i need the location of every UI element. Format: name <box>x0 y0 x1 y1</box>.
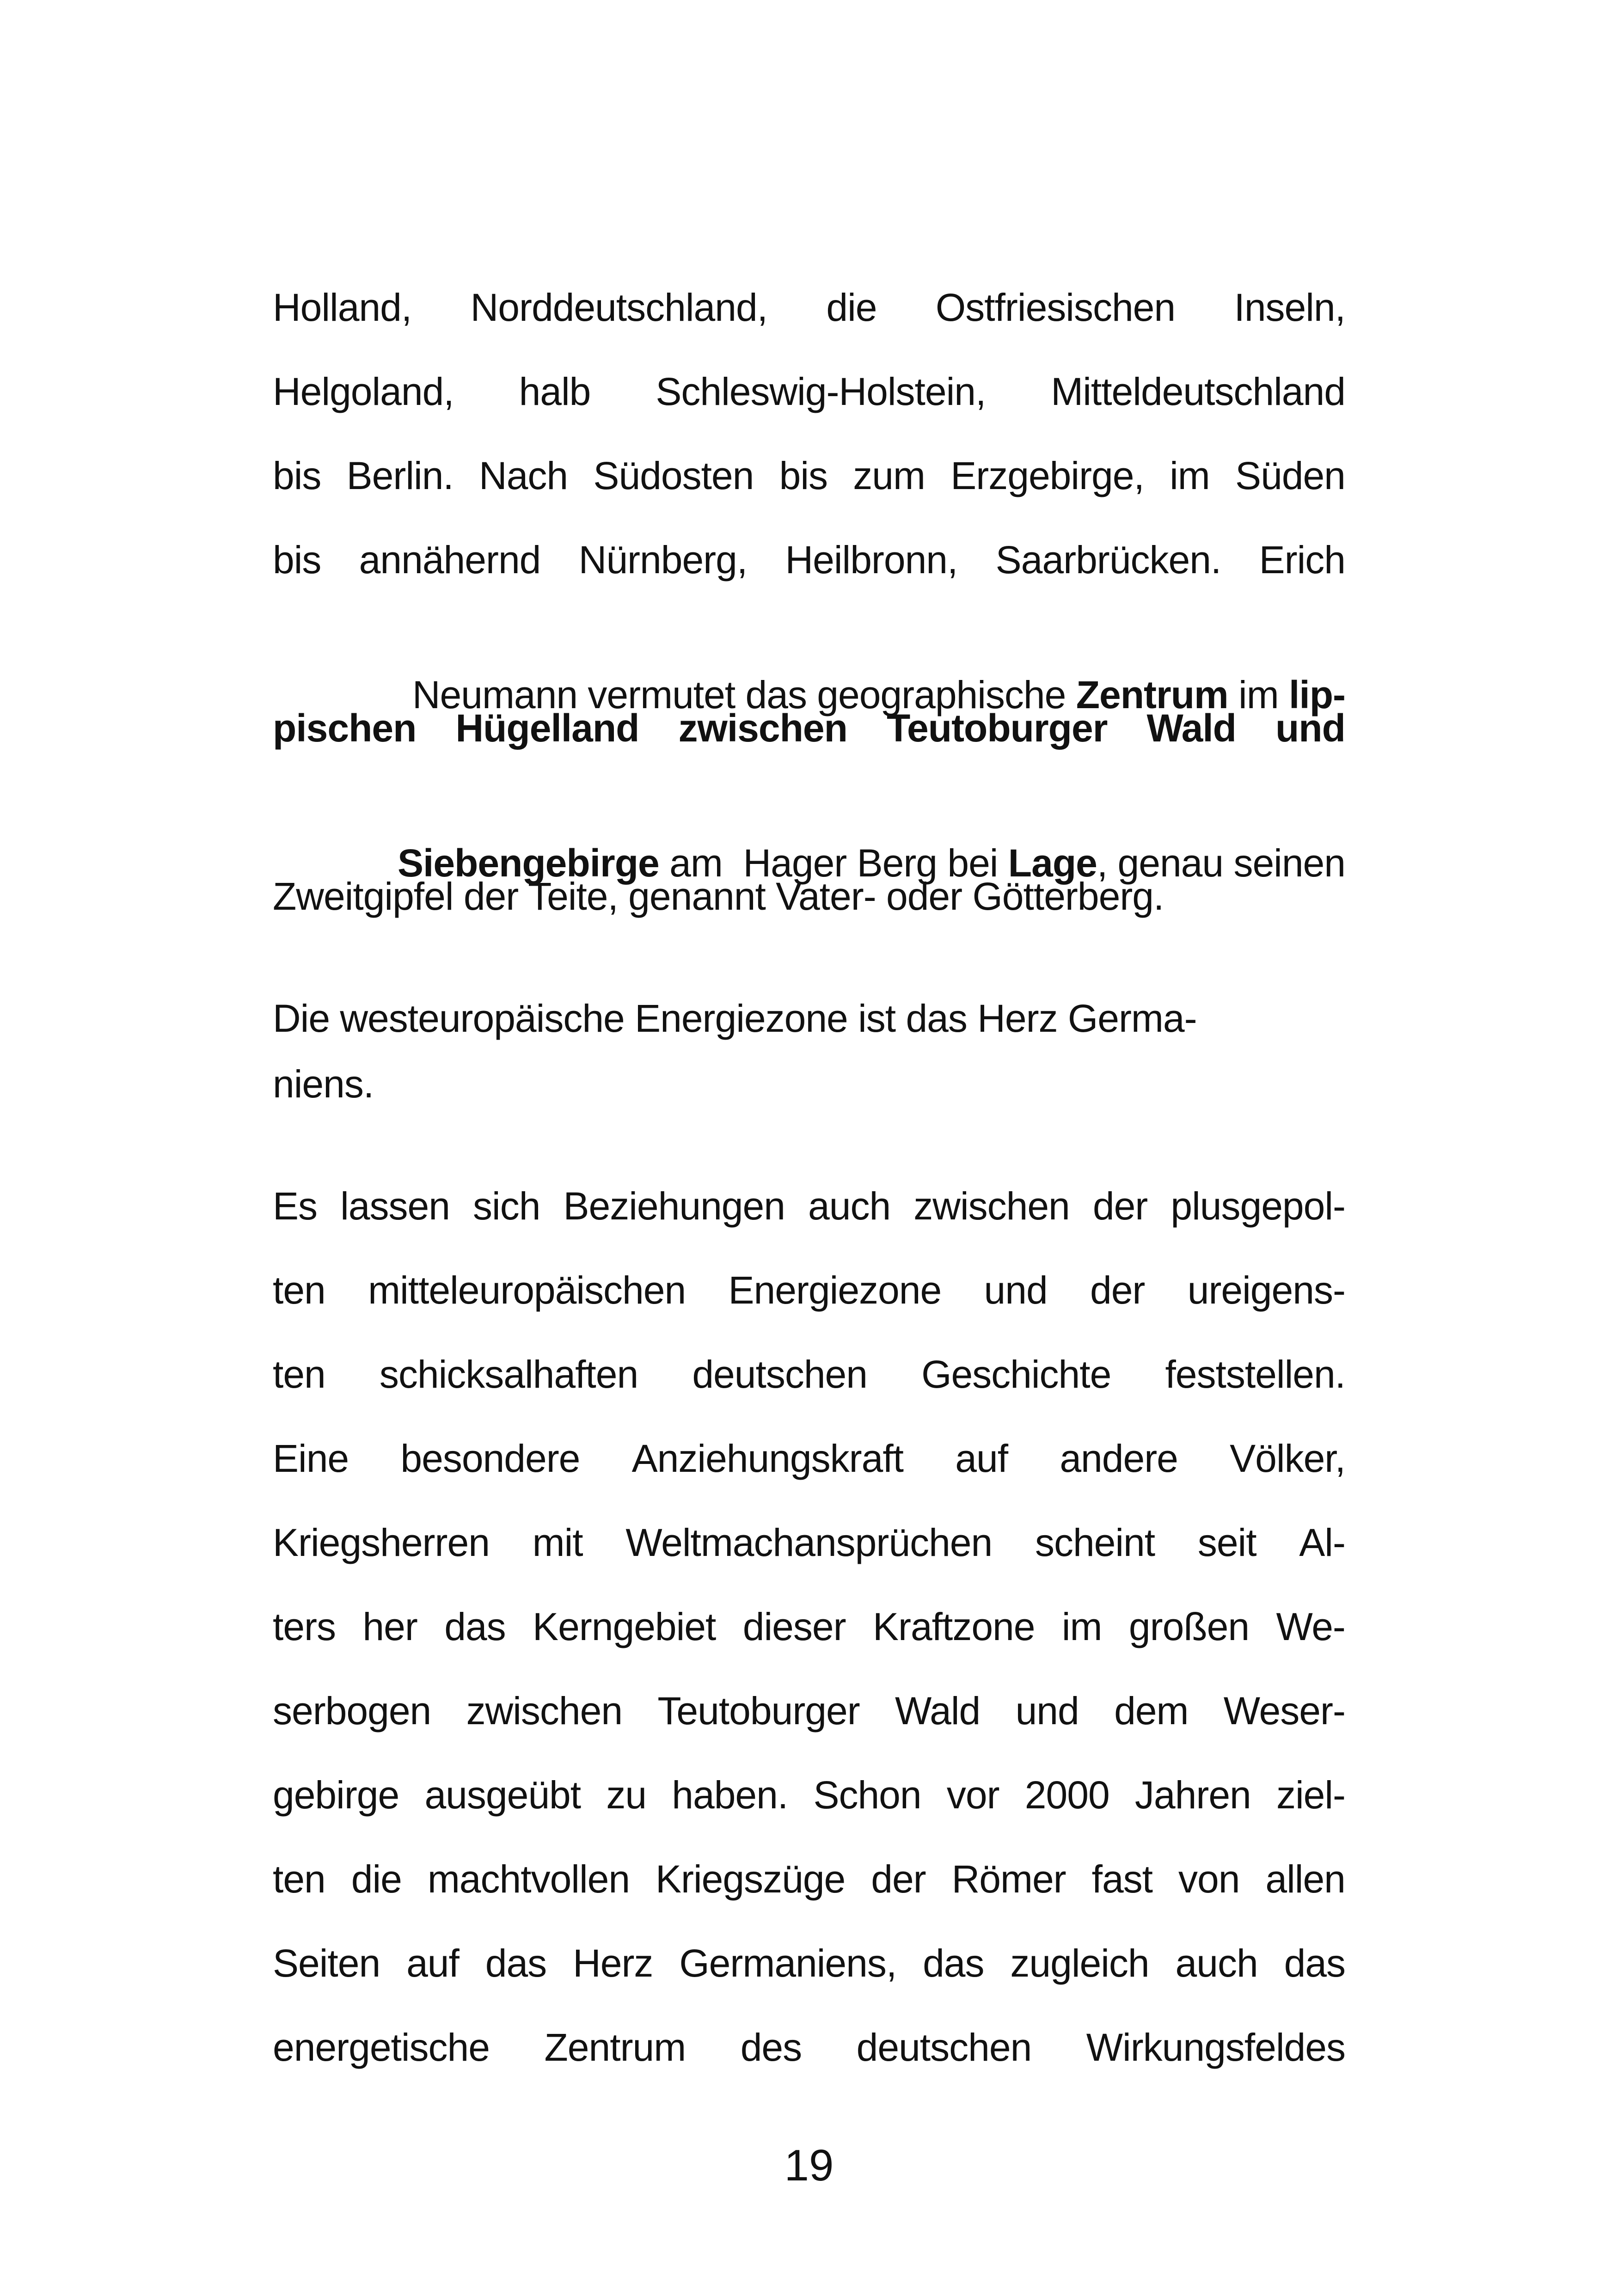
word: Teutoburger <box>886 706 1108 750</box>
text-line <box>273 1349 1345 1400</box>
word: fast <box>1091 1857 1153 1901</box>
text-line <box>273 1265 1345 1316</box>
text-line <box>273 1181 1345 1231</box>
word: zwischen <box>913 1184 1070 1228</box>
text-line <box>273 282 1345 333</box>
word: Helgoland, <box>273 370 454 413</box>
word: ten <box>273 1268 325 1312</box>
word: serbogen <box>273 1689 431 1733</box>
bold-term: lip- <box>1289 673 1345 716</box>
word: Weser- <box>1223 1689 1345 1733</box>
word: ters <box>273 1605 336 1648</box>
text-line <box>273 1601 1345 1652</box>
text-line <box>273 2022 1345 2073</box>
word: 2000 <box>1024 1773 1109 1817</box>
word: des <box>740 2026 802 2069</box>
text-line <box>273 1938 1345 1989</box>
word: Schon <box>813 1773 921 1817</box>
text-run: im <box>1228 673 1289 716</box>
word: plusgepol- <box>1171 1184 1345 1228</box>
word: Südosten <box>593 454 754 497</box>
word: andere <box>1060 1437 1178 1480</box>
word: die <box>351 1857 402 1901</box>
word: Wald <box>1146 706 1236 750</box>
word: annähernd <box>359 538 541 582</box>
word: Erzgebirge, <box>950 454 1144 497</box>
word: Beziehungen <box>563 1184 785 1228</box>
text-run: am Hager Berg bei <box>659 841 1008 885</box>
word: besondere <box>400 1437 580 1480</box>
word: von <box>1178 1857 1240 1901</box>
word: Wald <box>895 1689 981 1733</box>
word: Seiten <box>273 1941 380 1985</box>
text-line <box>273 1685 1345 1736</box>
word: deutschen <box>692 1353 867 1396</box>
text-line <box>273 1854 1345 1904</box>
word: zugleich <box>1010 1941 1149 1985</box>
word: deutschen <box>856 2026 1032 2069</box>
word: Kerngebiet <box>533 1605 716 1648</box>
word: zwischen <box>466 1689 623 1733</box>
word: lassen <box>340 1184 450 1228</box>
text-run: Neumann vermutet das geographische <box>412 673 1076 716</box>
word: Berlin. <box>346 454 454 497</box>
word: Hügelland <box>455 706 639 750</box>
word: Energiezone <box>728 1268 942 1312</box>
text-line <box>273 618 1345 716</box>
word: Saarbrücken. <box>995 538 1221 582</box>
word: Nach <box>479 454 568 497</box>
word: zwischen <box>678 706 847 750</box>
word: Mitteldeutschland <box>1051 370 1345 413</box>
text-line <box>273 787 1345 885</box>
word: ten <box>273 1857 325 1901</box>
word: Schleswig-Holstein, <box>656 370 986 413</box>
word: seit <box>1197 1521 1256 1564</box>
word: Völker, <box>1230 1437 1345 1480</box>
text-line: Zweitgipfel der Teite, genannt Vater- oder Götterberg. <box>273 875 1164 918</box>
word: pischen <box>273 706 417 750</box>
word: feststellen. <box>1165 1353 1345 1396</box>
word: ureigens- <box>1187 1268 1345 1312</box>
word: Heilbronn, <box>785 538 958 582</box>
word: Eine <box>273 1437 349 1480</box>
word: bis <box>273 454 321 497</box>
word: Weltmachansprüchen <box>625 1521 993 1564</box>
word: Wirkungsfeldes <box>1086 2026 1345 2069</box>
text-line <box>273 1517 1345 1568</box>
word: Teutoburger <box>657 1689 860 1733</box>
word: und <box>1015 1689 1079 1733</box>
word: Al- <box>1299 1521 1345 1564</box>
word: auch <box>808 1184 891 1228</box>
word: Zentrum <box>544 2026 686 2069</box>
word: mitteleuropäischen <box>368 1268 686 1312</box>
text-line <box>273 1769 1345 1820</box>
word: auf <box>955 1437 1008 1480</box>
text-line <box>273 534 1345 585</box>
text-line <box>273 366 1345 417</box>
word: energetische <box>273 2026 490 2069</box>
word: dieser <box>742 1605 846 1648</box>
text-run: , genau seinen <box>1097 841 1345 885</box>
word: allen <box>1265 1857 1345 1901</box>
text-line <box>273 1433 1345 1484</box>
word: Geschichte <box>921 1353 1111 1396</box>
word: der <box>1090 1268 1145 1312</box>
word: Inseln, <box>1234 286 1345 329</box>
word: Erich <box>1259 538 1345 582</box>
word: Römer <box>951 1857 1066 1901</box>
bold-term: Lage <box>1008 841 1097 885</box>
word: im <box>1170 454 1210 497</box>
word: ausgeübt <box>424 1773 581 1817</box>
word: bis <box>779 454 828 497</box>
word: das <box>444 1605 506 1648</box>
word: her <box>362 1605 417 1648</box>
word: das <box>1284 1941 1345 1985</box>
word: Es <box>273 1184 318 1228</box>
bold-term: Siebengebirge <box>397 841 659 885</box>
word: der <box>871 1857 926 1901</box>
word: Jahren <box>1134 1773 1251 1817</box>
word: Kriegszüge <box>656 1857 846 1901</box>
word: schicksalhaften <box>379 1353 638 1396</box>
word: die <box>826 286 877 329</box>
word: im <box>1061 1605 1102 1648</box>
word: zu <box>606 1773 647 1817</box>
word: vor <box>946 1773 999 1817</box>
text-line <box>273 450 1345 501</box>
word: ziel- <box>1276 1773 1345 1817</box>
word: halb <box>519 370 591 413</box>
word: und <box>984 1268 1048 1312</box>
word: das <box>923 1941 984 1985</box>
word: bis <box>273 538 321 582</box>
word: auf <box>406 1941 459 1985</box>
word: Anziehungskraft <box>631 1437 904 1480</box>
word: großen <box>1128 1605 1250 1648</box>
word: Kraftzone <box>872 1605 1035 1648</box>
word: das <box>485 1941 547 1985</box>
word: auch <box>1175 1941 1258 1985</box>
word: Herz <box>573 1941 653 1985</box>
word: und <box>1275 706 1345 750</box>
word: ten <box>273 1353 325 1396</box>
bold-term: Zentrum <box>1076 673 1228 716</box>
word: Nürnberg, <box>578 538 748 582</box>
word: We- <box>1276 1605 1345 1648</box>
word: zum <box>853 454 925 497</box>
text-line-bold <box>273 703 1345 753</box>
word: machtvollen <box>427 1857 630 1901</box>
word: Norddeutschland, <box>470 286 768 329</box>
word: Kriegsherren <box>273 1521 490 1564</box>
word: Holland, <box>273 286 412 329</box>
text-line: niens. <box>273 1062 374 1106</box>
word: haben. <box>672 1773 788 1817</box>
page-number: 19 <box>784 2141 834 2190</box>
word: Germaniens, <box>679 1941 897 1985</box>
text-line: Die westeuropäische Energiezone ist das Herz Germa- <box>273 997 1197 1040</box>
word: Ostfriesischen <box>935 286 1176 329</box>
word: der <box>1092 1184 1148 1228</box>
word: mit <box>532 1521 583 1564</box>
word: gebirge <box>273 1773 399 1817</box>
word: scheint <box>1035 1521 1155 1564</box>
word: sich <box>473 1184 540 1228</box>
word: Süden <box>1235 454 1345 497</box>
word: dem <box>1114 1689 1189 1733</box>
